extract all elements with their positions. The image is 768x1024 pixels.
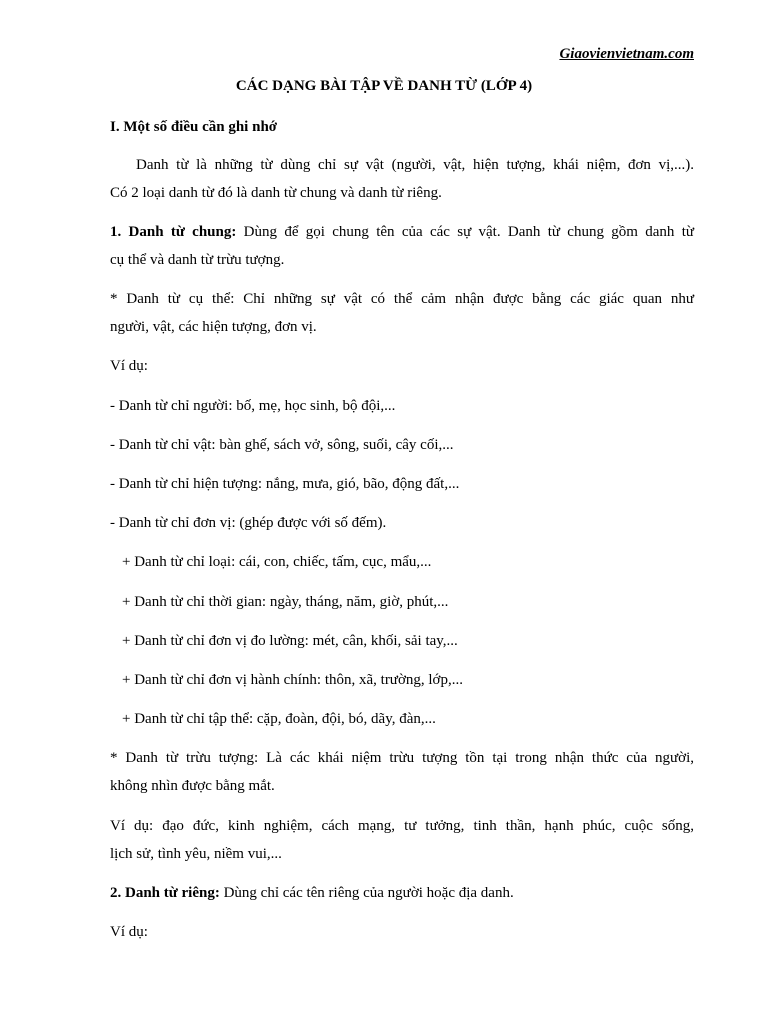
proper-example-label: Ví dụ: — [110, 924, 148, 940]
abstract-noun-line-2: không nhìn được bằng mắt. — [110, 778, 275, 794]
example-item: - Danh từ chỉ đơn vị: (ghép được với số đếm). — [110, 515, 387, 531]
concrete-noun-line-2: người, vật, các hiện tượng, đơn vị. — [110, 319, 317, 335]
concrete-noun-line-1: * Danh từ cụ thể: Chỉ những sự vật có thể cảm nhận được bằng các giác quan như — [110, 291, 694, 307]
example-label: Ví dụ: — [110, 358, 148, 374]
site-watermark: Giaovienvietnam.com — [559, 46, 694, 62]
example-item: - Danh từ chỉ người: bố, mẹ, học sinh, bộ đội,... — [110, 398, 396, 414]
section-heading-text: I. Một số điều cần ghi nhớ — [110, 119, 278, 135]
intro-line-2: Có 2 loại danh từ đó là danh từ chung và danh từ riêng. — [110, 185, 442, 201]
proper-noun-text: Dùng chỉ các tên riêng của người hoặc địa danh. — [219, 885, 514, 901]
example-item: - Danh từ chỉ vật: bàn ghế, sách vở, sông, suối, cây cối,... — [110, 437, 454, 453]
unit-example-item: + Danh từ chỉ đơn vị hành chính: thôn, xã, trường, lớp,... — [122, 672, 463, 688]
unit-example-item: + Danh từ chỉ thời gian: ngày, tháng, năm, giờ, phút,... — [122, 594, 449, 610]
common-noun-line-1 — [110, 222, 694, 242]
intro-line-1: Danh từ là những từ dùng chỉ sự vật (người, vật, hiện tượng, khái niệm, đơn vị,...). — [136, 157, 694, 173]
proper-noun-line — [110, 883, 694, 903]
common-noun-label: 1. Danh từ chung: — [110, 224, 237, 240]
common-noun-text: Dùng để gọi chung tên của các sự vật. Danh từ chung gồm danh từ — [236, 224, 694, 240]
example-item: - Danh từ chỉ hiện tượng: nắng, mưa, gió, bão, động đất,... — [110, 476, 460, 492]
proper-noun-label: 2. Danh từ riêng: — [110, 885, 220, 901]
abstract-example-line-2: lịch sử, tình yêu, niềm vui,... — [110, 846, 282, 862]
common-noun-line-2: cụ thể và danh từ trừu tượng. — [110, 252, 285, 268]
document-title: CÁC DẠNG BÀI TẬP VỀ DANH TỪ (LỚP 4) — [235, 78, 533, 94]
unit-example-item: + Danh từ chỉ loại: cái, con, chiếc, tấm, cục, mẩu,... — [122, 554, 432, 570]
abstract-noun-line-1: * Danh từ trừu tượng: Là các khái niệm trừu tượng tồn tại trong nhận thức của người, — [110, 750, 694, 766]
section-heading — [110, 117, 694, 137]
unit-example-item: + Danh từ chỉ đơn vị đo lường: mét, cân, khối, sải tay,... — [122, 633, 458, 649]
unit-example-item: + Danh từ chỉ tập thể: cặp, đoàn, đội, bó, dãy, đàn,... — [122, 711, 436, 727]
abstract-example-line-1: Ví dụ: đạo đức, kinh nghiệm, cách mạng, tư tưởng, tinh thần, hạnh phúc, cuộc sống, — [110, 818, 694, 834]
